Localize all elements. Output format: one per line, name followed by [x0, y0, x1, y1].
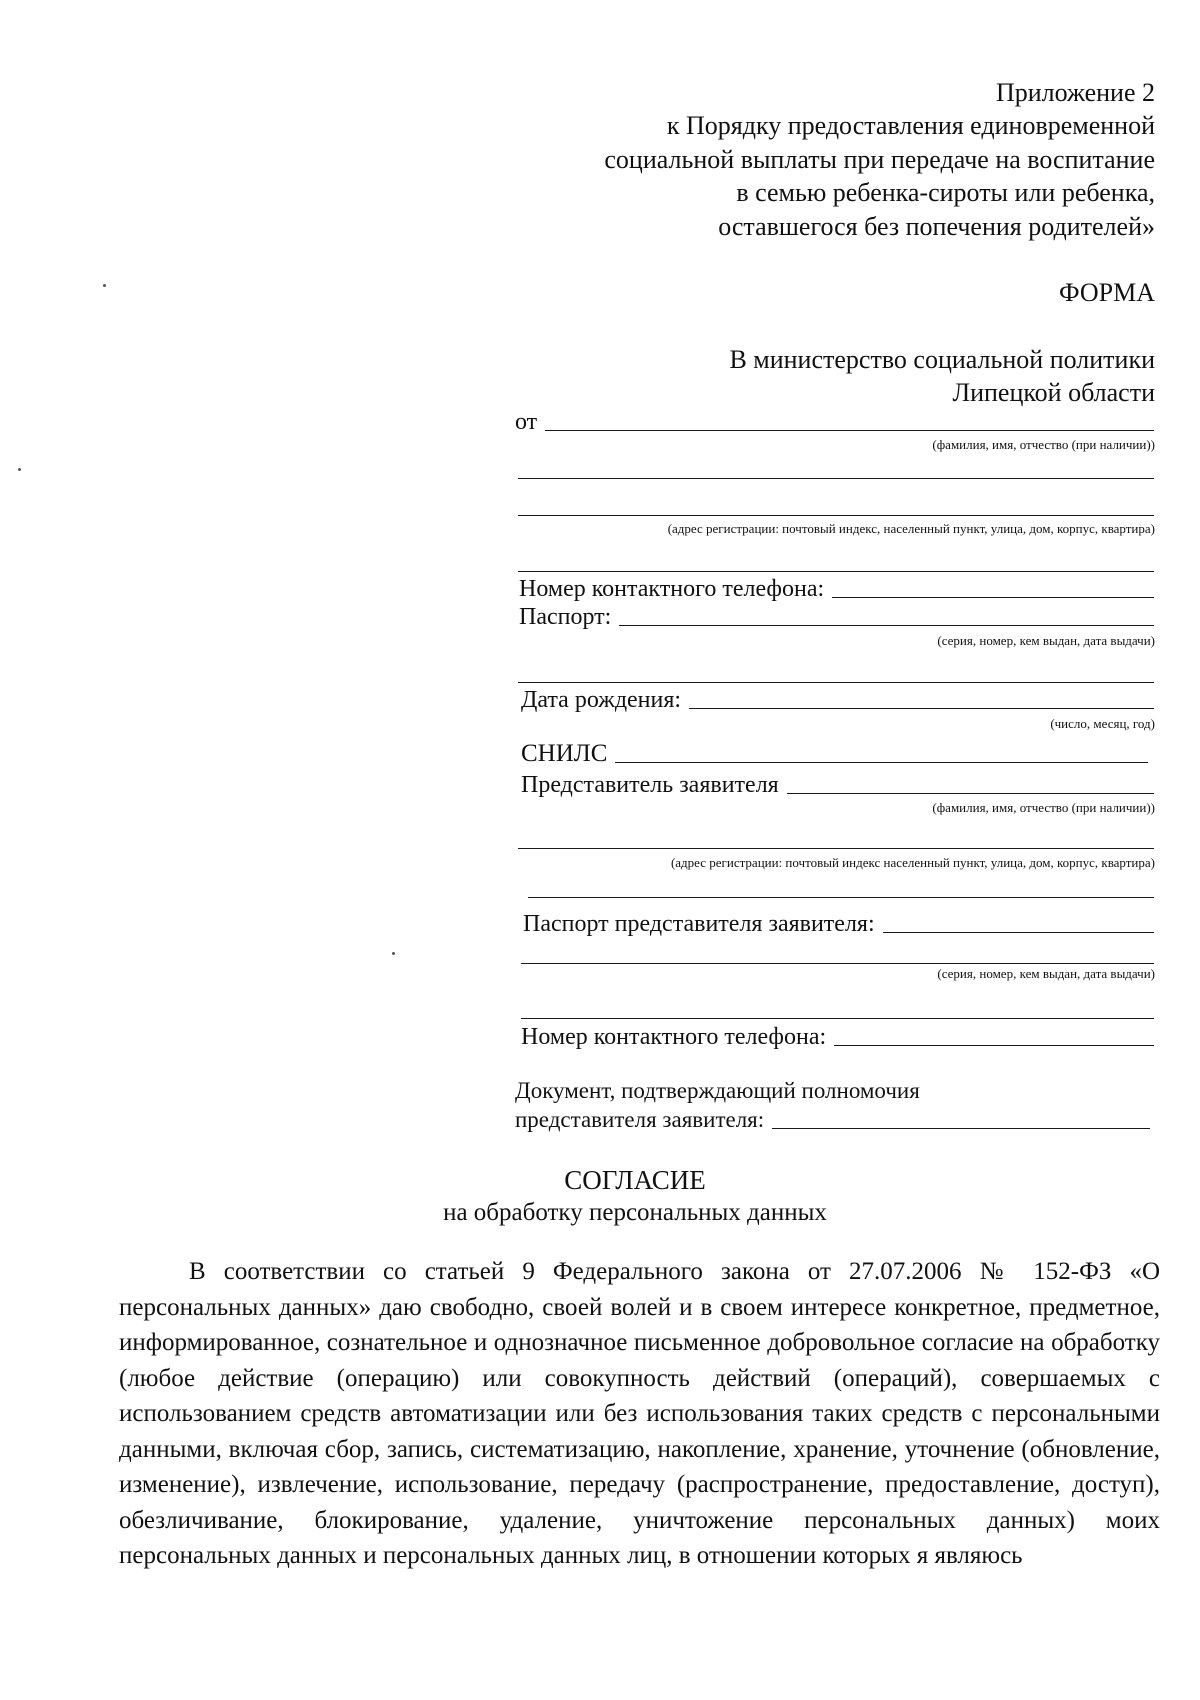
fio-hint: (фамилия, имя, отчество (при наличии)) — [932, 437, 1155, 452]
representative-fio-hint: (фамилия, имя, отчество (при наличии)) — [932, 800, 1155, 815]
addressee-line-1: В министерство социальной политики — [729, 345, 1155, 374]
address-line[interactable] — [518, 515, 1154, 516]
representative-phone-field[interactable] — [521, 1023, 1154, 1051]
consent-subtitle: на обработку персональных данных — [443, 1199, 827, 1226]
header-line-3: в семью ребенка-сироты или ребенка, — [736, 178, 1155, 207]
representative-passport-fill-line[interactable] — [883, 932, 1154, 933]
representative-label: Представитель заявителя — [521, 772, 779, 798]
fio-continuation-line[interactable] — [518, 478, 1154, 479]
address-continuation-line[interactable] — [518, 571, 1154, 572]
representative-passport-field[interactable] — [523, 910, 1154, 938]
passport-continuation-line[interactable] — [518, 682, 1154, 683]
form-label: ФОРМА — [1059, 278, 1155, 307]
passport-fill-line[interactable] — [619, 625, 1154, 626]
representative-address-line[interactable] — [518, 848, 1154, 849]
header-line-1: к Порядку предоставления единовременной — [666, 111, 1155, 140]
representative-phone-fill-line[interactable] — [834, 1045, 1154, 1046]
representative-field[interactable] — [521, 771, 1154, 799]
scan-speck — [392, 952, 395, 955]
consent-body: В соответствии со статьей 9 Федерального закона от 27.07.2006 № 152-ФЗ «О персональных данных» даю свободно, своей волей и в своем интересе конкретное, предметное, информированное, сознательное и однозначное письменное добровольное согласие на обработку (любое действие (операцию) или совокупность действий (операций), совершаемых с использованием средств автоматизации или без использования таких средств с персональными данными, включая сбор, запись, систематизацию, накопление, хранение, уточнение (обновление, изменение), извлечение, использование, передачу (распространение, предоставление, доступ), обезличивание, блокирование, удаление, уничтожение персональных данных) моих персональных данных и персональных данных лиц, в отношении которых я являюсь — [119, 1258, 1160, 1569]
header-line-4: оставшегося без попечения родителей» — [718, 212, 1155, 241]
passport-label: Паспорт: — [519, 604, 612, 630]
scan-speck — [18, 468, 21, 471]
address-hint: (адрес регистрации: почтовый индекс, населенный пункт, улица, дом, корпус, квартира) — [667, 521, 1155, 536]
fio-fill-line[interactable] — [545, 430, 1154, 431]
representative-passport-hint: (серия, номер, кем выдан, дата выдачи) — [937, 966, 1155, 981]
addressee-line-2: Липецкой области — [952, 378, 1155, 407]
snils-field[interactable] — [521, 740, 1148, 768]
phone-field[interactable] — [519, 575, 1154, 603]
authority-doc-label-2: представителя заявителя: — [515, 1107, 765, 1132]
passport-hint: (серия, номер, кем выдан, дата выдачи) — [937, 633, 1155, 648]
authority-doc-label-1: Документ, подтверждающий полномочия — [515, 1078, 920, 1103]
scan-speck — [103, 284, 106, 287]
representative-passport-continuation-line[interactable] — [521, 1018, 1154, 1019]
birth-date-hint: (число, месяц, год) — [1050, 716, 1155, 731]
birth-date-fill-line[interactable] — [689, 708, 1154, 709]
birth-date-label: Дата рождения: — [521, 687, 682, 713]
from-field[interactable] — [515, 408, 1154, 436]
header-line-2: социальной выплаты при передаче на воспитание — [604, 145, 1155, 174]
representative-address-continuation-line[interactable] — [528, 897, 1154, 898]
consent-title: СОГЛАСИЕ — [564, 1165, 706, 1195]
passport-field[interactable] — [519, 603, 1154, 631]
representative-phone-label: Номер контактного телефона: — [521, 1024, 827, 1050]
snils-fill-line[interactable] — [615, 762, 1148, 763]
appendix-number: Приложение 2 — [995, 78, 1155, 107]
representative-passport-label: Паспорт представителя заявителя: — [523, 911, 875, 937]
from-label: от — [515, 409, 538, 435]
snils-label: СНИЛС — [521, 740, 608, 767]
phone-label: Номер контактного телефона: — [519, 576, 825, 602]
birth-date-field[interactable] — [521, 686, 1154, 714]
authority-doc-fill-line[interactable] — [772, 1128, 1150, 1129]
phone-fill-line[interactable] — [832, 597, 1154, 598]
representative-passport-line-2[interactable] — [521, 963, 1154, 964]
authority-doc-field[interactable] — [515, 1106, 1150, 1134]
representative-fill-line[interactable] — [787, 793, 1154, 794]
representative-address-hint: (адрес регистрации: почтовый индекс населенный пункт, улица, дом, корпус, квартира) — [670, 855, 1155, 870]
